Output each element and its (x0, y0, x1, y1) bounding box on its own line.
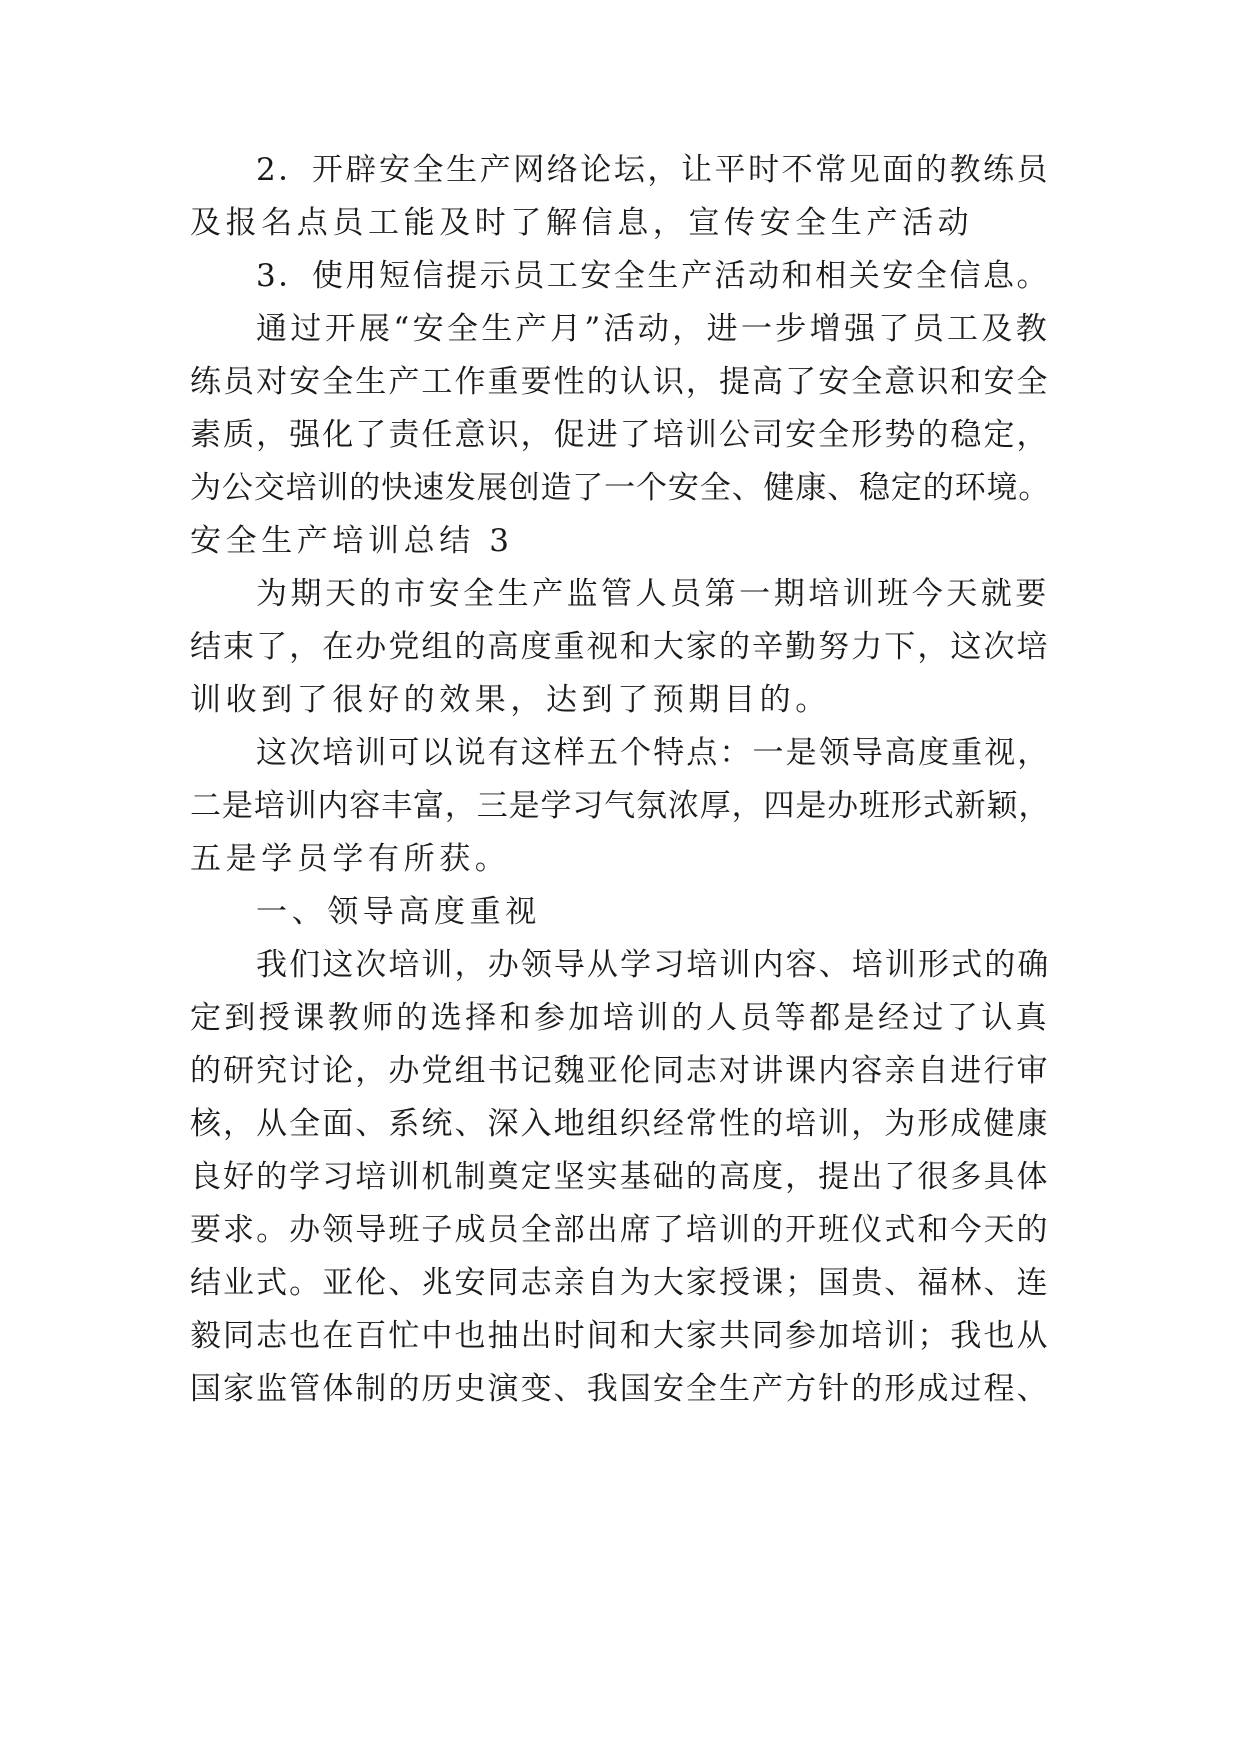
text-line: 通过开展“安全生产月”活动，进一步增强了员工及教 (256, 311, 1051, 347)
text-line: 训收到了很好的效果，达到了预期目的。 (190, 682, 831, 718)
text-line: 练员对安全生产工作重要性的认识，提高了安全意识和安全 (190, 364, 1050, 400)
text-line: 素质，强化了责任意识，促进了培训公司安全形势的稳定， (190, 417, 1050, 453)
text-line: 二是培训内容丰富，三是学习气氛浓厚，四是办班形式新颖， (190, 788, 1051, 824)
text-line: 这次培训可以说有这样五个特点：一是领导高度重视， (256, 735, 1051, 771)
section-heading: 安全生产培训总结 3 (190, 523, 514, 559)
text-line: 3．使用短信提示员工安全生产活动和相关安全信息。 (256, 258, 1051, 294)
text-line: 结束了，在办党组的高度重视和大家的辛勤努力下，这次培 (190, 629, 1050, 665)
text-line: 2．开辟安全生产网络论坛，让平时不常见面的教练员 (256, 152, 1051, 188)
text-line: 及报名点员工能及时了解信息，宣传安全生产活动 (190, 205, 974, 241)
text-line: 毅同志也在百忙中也抽出时间和大家共同参加培训；我也从 (190, 1318, 1050, 1354)
text-line: 的研究讨论，办党组书记魏亚伦同志对讲课内容亲自进行审 (190, 1053, 1050, 1089)
text-line: 结业式。亚伦、兆安同志亲自为大家授课；国贵、福林、连 (190, 1265, 1050, 1301)
text-line: 要求。办领导班子成员全部出席了培训的开班仪式和今天的 (190, 1212, 1050, 1248)
text-line: 我们这次培训，办领导从学习培训内容、培训形式的确 (256, 947, 1051, 983)
text-line: 五是学员学有所获。 (190, 841, 511, 877)
text-line: 良好的学习培训机制奠定坚实基础的高度，提出了很多具体 (190, 1159, 1050, 1195)
text-line: 为公交培训的快速发展创造了一个安全、健康、稳定的环境。 (190, 470, 1051, 506)
subheading: 一、领导高度重视 (256, 894, 541, 930)
text-line: 核，从全面、系统、深入地组织经常性的培训，为形成健康 (190, 1106, 1050, 1142)
text-line: 为期天的市安全生产监管人员第一期培训班今天就要 (256, 576, 1050, 612)
text-line: 定到授课教师的选择和参加培训的人员等都是经过了认真 (190, 1000, 1050, 1036)
text-line: 国家监管体制的历史演变、我国安全生产方针的形成过程、 (190, 1371, 1050, 1407)
